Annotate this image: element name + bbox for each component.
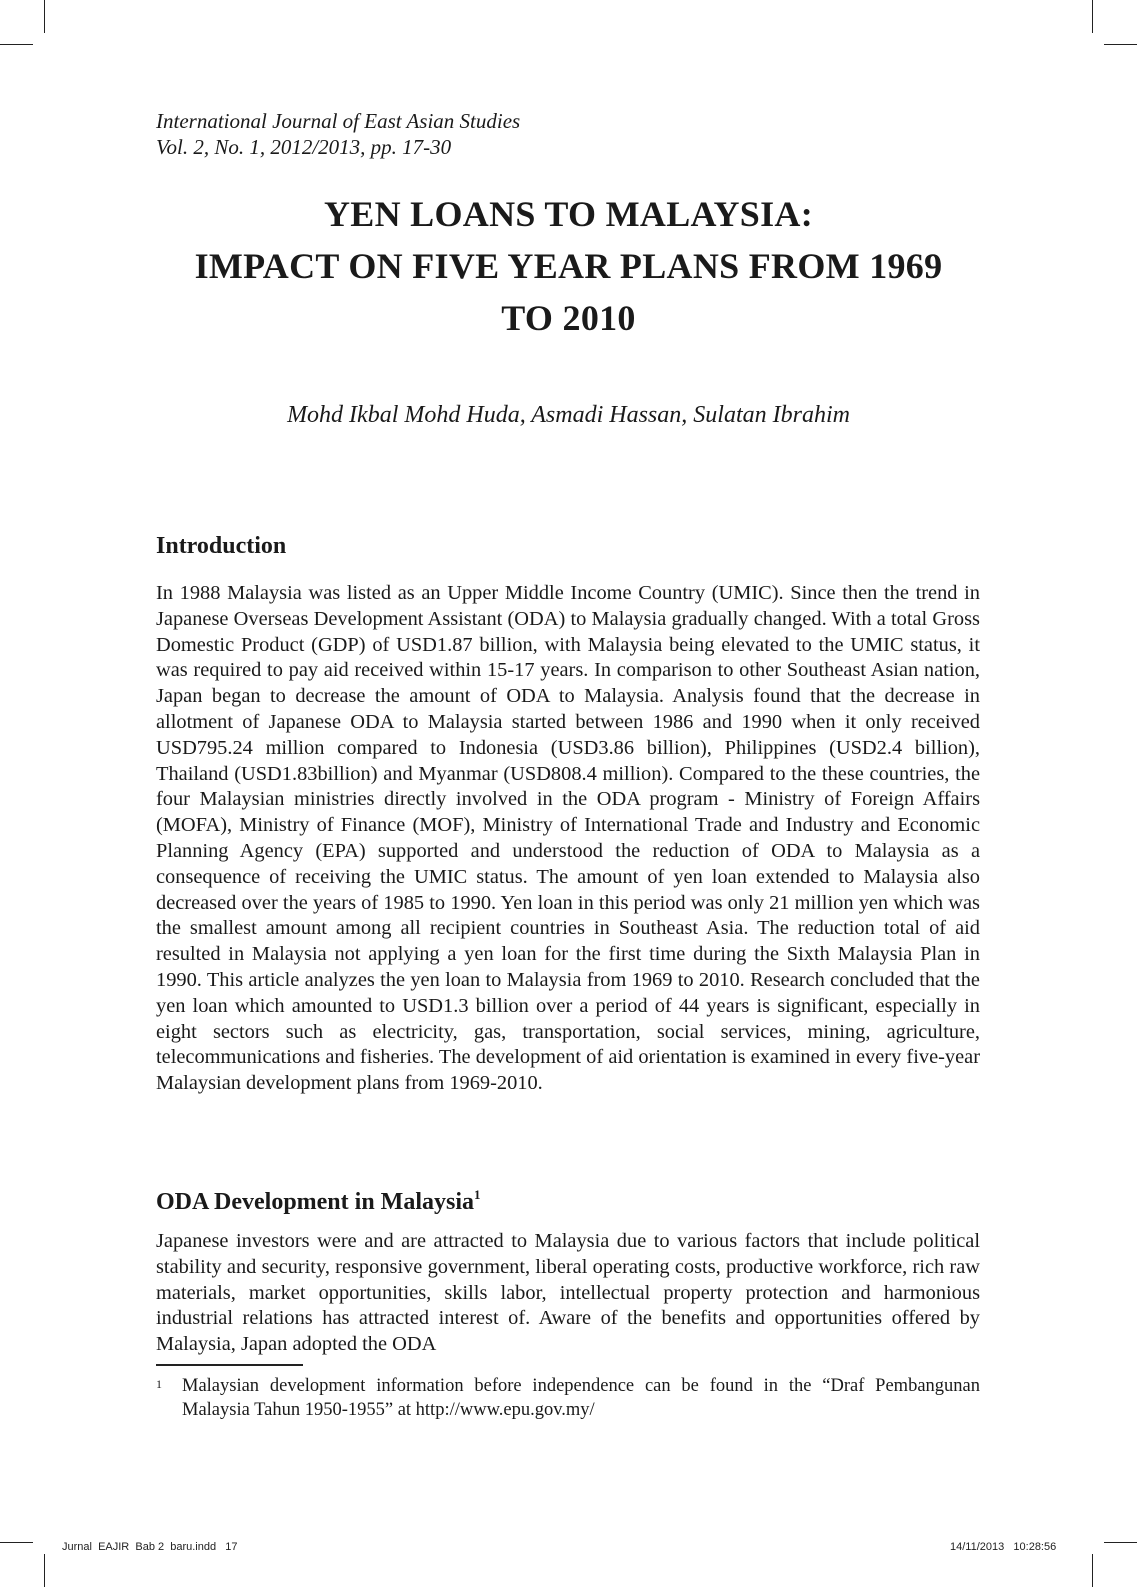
journal-volume: Vol. 2, No. 1, 2012/2013, pp. 17-30: [156, 135, 452, 159]
author-list: Mohd Ikbal Mohd Huda, Asmadi Hassan, Sulatan Ibrahim: [287, 402, 850, 428]
title-line-3: TO 2010: [501, 298, 636, 338]
slug-file-info: Jurnal EAJIR Bab 2 baru.indd 17: [62, 1541, 238, 1553]
crop-mark-top-left-h: [0, 44, 33, 45]
introduction-paragraph: In 1988 Malaysia was listed as an Upper Middle Income Country (UMIC). Since then the trend in Japanese Overseas Development Assistant (ODA) to Malaysia gradually changed. With a total Gross Domestic Product (GDP) of USD1.87 billion, with Malaysia being elevated to the UMIC status, it was required to pay aid received within 15-17 years. In comparison to other Southeast Asian nation, Japan began to decrease the amount of ODA to Malaysia. Analysis found that the decrease in allotment of Japanese ODA to Malaysia started between 1986 and 1990 when it only received USD795.24 million compared to Indonesia (USD3.86 billion), Philippines (USD2.4 billion), Thailand (USD1.83billion) and Myanmar (USD808.4 million). Compared to the these countries, the four Malaysian ministries directly involved in the ODA program - Ministry of Foreign Affairs (MOFA), Ministry of Finance (MOF), Ministry of International Trade and Industry and Economic Planning Agency (EPA) supported and understood the reduction of ODA to Malaysia as a consequence of receiving the UMIC status. The amount of yen loan extended to Malaysia also decreased over the years of 1985 to 1990. Yen loan in this period was only 21 million yen which was the smallest amount among all recipient countries in Southeast Asia. The reduction total of aid resulted in Malaysia not applying a yen loan for the first time during the Sixth Malaysia Plan in 1990. This article analyzes the yen loan to Malaysia from 1969 to 2010. Research concluded that the yen loan which amounted to USD1.3 billion over a period of 44 years is significant, especially in eight sectors such as electricity, gas, transportation, social services, mining, agriculture, telecommunications and fisheries. The development of aid orientation is examined in every five-year Malaysian development plans from 1969-2010.: [156, 582, 980, 1095]
title-line-1: YEN LOANS TO MALAYSIA:: [323, 194, 814, 234]
journal-name: International Journal of East Asian Studies: [156, 109, 521, 133]
crop-mark-bottom-left-h: [0, 1542, 33, 1543]
footnote: [156, 1374, 980, 1422]
crop-mark-top-right-h: [1104, 44, 1137, 45]
footnote-number: 1: [156, 1377, 162, 1391]
journal-header: [156, 108, 520, 160]
slug-timestamp: 14/11/2013 10:28:56: [950, 1541, 1057, 1553]
oda-paragraph: Japanese investors were and are attracted to Malaysia due to various factors that include political stability and security, responsive government, liberal operating costs, productive workforce, rich raw materials, market opportunities, skills labor, intellectual property protection and harmonious industrial relations has attracted interest of. Aware of the benefits and opportunities offered by Malaysia, Japan adopted the ODA: [156, 1230, 980, 1356]
heading-oda-development: [156, 1180, 481, 1217]
crop-mark-bottom-right-v: [1092, 1554, 1093, 1587]
footnote-text: Malaysian development information before independence can be found in the “Draf Pembangunan Malaysia Tahun 1950-1955” at http://www.epu.gov.my/: [182, 1376, 980, 1420]
article-title: [120, 188, 1017, 344]
title-line-2: IMPACT ON FIVE YEAR PLANS FROM 1969: [194, 246, 943, 286]
crop-mark-bottom-right-h: [1104, 1542, 1137, 1543]
crop-mark-bottom-left-v: [44, 1554, 45, 1587]
crop-mark-top-right-v: [1092, 0, 1093, 33]
footnote-reference: 1: [474, 1187, 481, 1202]
crop-mark-top-left-v: [44, 0, 45, 33]
heading-oda-text: ODA Development in Malaysia: [156, 1189, 474, 1215]
heading-introduction: Introduction: [156, 533, 287, 559]
footnote-separator: [156, 1364, 303, 1366]
